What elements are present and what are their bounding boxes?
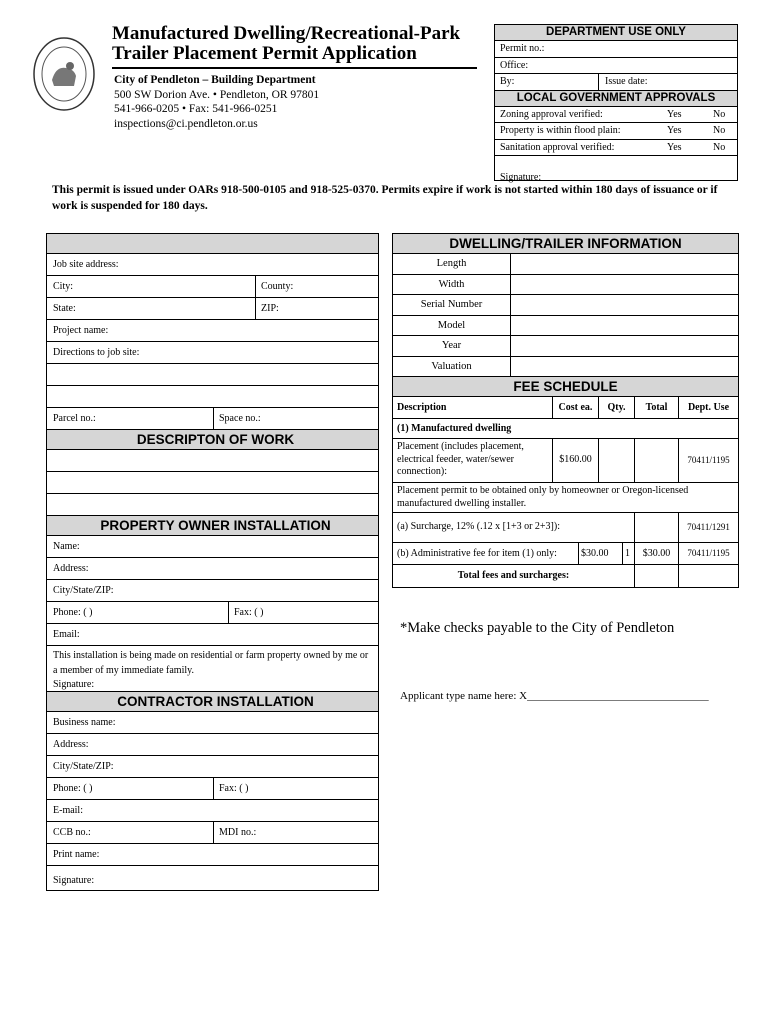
approvals-heading: LOCAL GOVERNMENT APPROVALS [495,91,737,107]
city-label: City: [53,281,74,292]
dwelling-field-value[interactable] [511,295,738,315]
owner-name-label: Name: [53,541,80,552]
fee-header-row [393,397,738,419]
directions-line-3[interactable] [47,386,378,408]
directions-line-2[interactable] [47,364,378,386]
dwelling-field-value[interactable] [511,275,738,295]
contractor-csz-label: City/State/ZIP: [53,761,114,772]
office-field[interactable] [495,58,737,75]
row-divider [213,408,214,429]
placement-qty[interactable] [599,439,635,482]
ccb-mdi-row[interactable] [47,822,378,844]
description-of-work-heading: DESCRIPTON OF WORK [47,430,378,450]
admin-code: 70411/1195 [687,548,730,558]
print-name-label: Print name: [53,849,100,860]
parcel-space-row[interactable] [47,408,378,430]
site-owner-contractor-panel [46,233,379,891]
dwelling-fee-panel [392,233,739,588]
row-divider [213,778,214,799]
surcharge-row [393,513,738,543]
approval-signature-label: Signature: [500,172,542,183]
work-line-2[interactable] [47,472,378,494]
parcel-label: Parcel no.: [53,413,96,424]
total-fees-value[interactable] [635,565,679,587]
col-cost: Cost ea. [553,397,599,418]
state-label: State: [53,303,76,314]
contact-email: inspections@ci.pendleton.or.us [114,117,258,130]
zip-label: ZIP: [261,303,279,314]
admin-cost: $30.00 [579,543,623,564]
admin-desc: (b) Administrative fee for item (1) only: [393,543,579,564]
owner-phone-fax-row[interactable] [47,602,378,624]
ccb-label: CCB no.: [53,827,91,838]
business-name-label: Business name: [53,717,116,728]
contractor-address-label: Address: [53,739,89,750]
fee-group-row [393,419,738,439]
owner-statement [47,646,378,692]
department-address [114,73,319,131]
approval-signature[interactable] [495,156,737,184]
dwelling-field-row[interactable] [393,275,738,296]
directions-field[interactable] [47,342,378,364]
owner-address-label: Address: [53,563,89,574]
by-issue-row [495,74,737,91]
dwelling-field-value[interactable] [511,254,738,274]
row-divider [213,822,214,843]
dwelling-field-label: Year [393,336,511,356]
owner-signature-label: Signature: [53,679,95,690]
approval-no[interactable]: No [713,108,726,120]
title-line-2: Trailer Placement Permit Application [112,43,417,64]
approval-row[interactable] [495,107,737,124]
approval-label: Sanitation approval verified: [500,141,615,153]
owner-installation-heading: PROPERTY OWNER INSTALLATION [47,516,378,536]
site-blank-header [47,234,378,254]
col-qty: Qty. [599,397,635,418]
admin-fee-row [393,543,738,565]
owner-name-field[interactable] [47,536,378,558]
dwelling-field-value[interactable] [511,336,738,356]
form-title [112,24,482,64]
contractor-phone-label: Phone: ( ) [53,783,93,794]
dwelling-field-value[interactable] [511,316,738,336]
state-zip-row[interactable] [47,298,378,320]
total-fees-label: Total fees and surcharges: [393,565,635,587]
dwelling-info-heading: DWELLING/TRAILER INFORMATION [393,234,738,254]
col-description: Description [393,397,553,418]
contractor-phone-fax-row[interactable] [47,778,378,800]
department-use-heading: DEPARTMENT USE ONLY [495,25,737,41]
approval-no[interactable]: No [713,125,726,136]
payable-note: *Make checks payable to the City of Pendleton [400,620,675,636]
col-total: Total [635,397,679,418]
owner-email-field[interactable] [47,624,378,646]
owner-csz-field[interactable] [47,580,378,602]
approval-yes[interactable]: Yes [667,125,682,136]
owner-email-label: Email: [53,629,80,640]
placement-fee-row [393,439,738,483]
permit-notice: This permit is issued under OARs 918-500-0105 and 918-525-0370. Permits expire if work is not started within 180 days of issuance or if work is suspended for 180 days. [52,184,718,212]
row-divider [255,298,256,319]
street-address: 500 SW Dorion Ave. • Pendleton, OR 97801 [114,88,320,101]
owner-phone-label: Phone: ( ) [53,607,93,618]
col-dept-use: Dept. Use [687,402,730,413]
dwelling-field-row[interactable] [393,357,738,378]
owner-address-field[interactable] [47,558,378,580]
city-county-row[interactable] [47,276,378,298]
dwelling-field-label: Valuation [393,357,511,377]
contractor-signature-label: Signature: [53,875,95,886]
surcharge-total[interactable] [635,513,679,542]
dwelling-field-label: Width [393,275,511,295]
permit-no-field[interactable] [495,41,737,58]
placement-note: Placement permit to be obtained only by homeowner or Oregon-licensed manufactured dwelling installer. [397,485,689,509]
project-name-field[interactable] [47,320,378,342]
approval-label: Property is within flood plain: [500,125,621,136]
row-divider [228,602,229,623]
department-use-box [494,24,738,181]
contractor-signature-field[interactable] [47,866,378,890]
owner-statement-text: This installation is being made on residential or farm property owned by me or a member of my immediate family. [53,650,369,676]
row-divider [598,74,599,90]
issue-date-label: Issue date: [605,76,648,87]
approval-row[interactable] [495,140,737,157]
project-name-label: Project name: [53,325,109,336]
work-line-3[interactable] [47,494,378,516]
dwelling-field-row[interactable] [393,295,738,316]
contractor-fax-label: Fax: ( ) [219,783,249,794]
title-divider [112,67,477,69]
work-line-1[interactable] [47,450,378,472]
title-line-1: Manufactured Dwelling/Recreational-Park [112,23,461,44]
county-label: County: [261,281,294,292]
placement-note-row [393,483,738,513]
office-label: Office: [500,59,529,71]
space-label: Space no.: [219,413,261,424]
owner-fax-label: Fax: ( ) [234,607,264,618]
approval-yes[interactable]: Yes [667,108,682,120]
placement-desc: Placement (includes placement, electrical feeder, water/sewer connection): [393,439,553,482]
job-site-field[interactable] [47,254,378,276]
admin-qty: 1 [623,543,635,564]
department-name: City of Pendleton – Building Department [114,74,316,86]
surcharge-code: 70411/1291 [687,522,730,532]
dwelling-field-row[interactable] [393,336,738,357]
applicant-signature-line[interactable]: Applicant type name here: X_________________________________ [400,690,709,702]
dwelling-field-label: Serial Number [393,295,511,315]
placement-total[interactable] [635,439,679,482]
by-label: By: [500,76,515,87]
approval-label: Zoning approval verified: [500,108,603,120]
total-dept-use [679,565,738,587]
phone-fax: 541-966-0205 • Fax: 541-966-0251 [114,103,278,115]
permit-no-label: Permit no.: [500,43,545,54]
city-seal [32,36,96,112]
dwelling-field-value[interactable] [511,357,738,377]
admin-total: $30.00 [635,543,679,564]
total-fees-row [393,565,738,587]
dwelling-field-row[interactable] [393,254,738,275]
contractor-installation-heading: CONTRACTOR INSTALLATION [47,692,378,712]
contractor-address-field[interactable] [47,734,378,756]
row-divider [255,276,256,297]
contractor-email-label: E-mail: [53,805,83,816]
approval-row[interactable] [495,123,737,140]
directions-label: Directions to job site: [53,347,140,358]
placement-code: 70411/1195 [687,455,730,465]
dwelling-field-label: Model [393,316,511,336]
job-site-label: Job site address: [53,259,119,270]
print-name-field[interactable] [47,844,378,866]
fee-group-label: (1) Manufactured dwelling [397,423,512,434]
approval-yes[interactable]: Yes [667,141,682,153]
placement-cost: $160.00 [553,439,599,482]
dwelling-field-row[interactable] [393,316,738,337]
mdi-label: MDI no.: [219,827,257,838]
fee-schedule-heading: FEE SCHEDULE [393,377,738,397]
surcharge-desc: (a) Surcharge, 12% (.12 x [1+3 or 2+3]): [393,513,635,542]
contractor-csz-field[interactable] [47,756,378,778]
approval-no[interactable]: No [713,141,726,153]
contractor-email-field[interactable] [47,800,378,822]
owner-csz-label: City/State/ZIP: [53,585,114,596]
dwelling-field-label: Length [393,254,511,274]
business-name-field[interactable] [47,712,378,734]
